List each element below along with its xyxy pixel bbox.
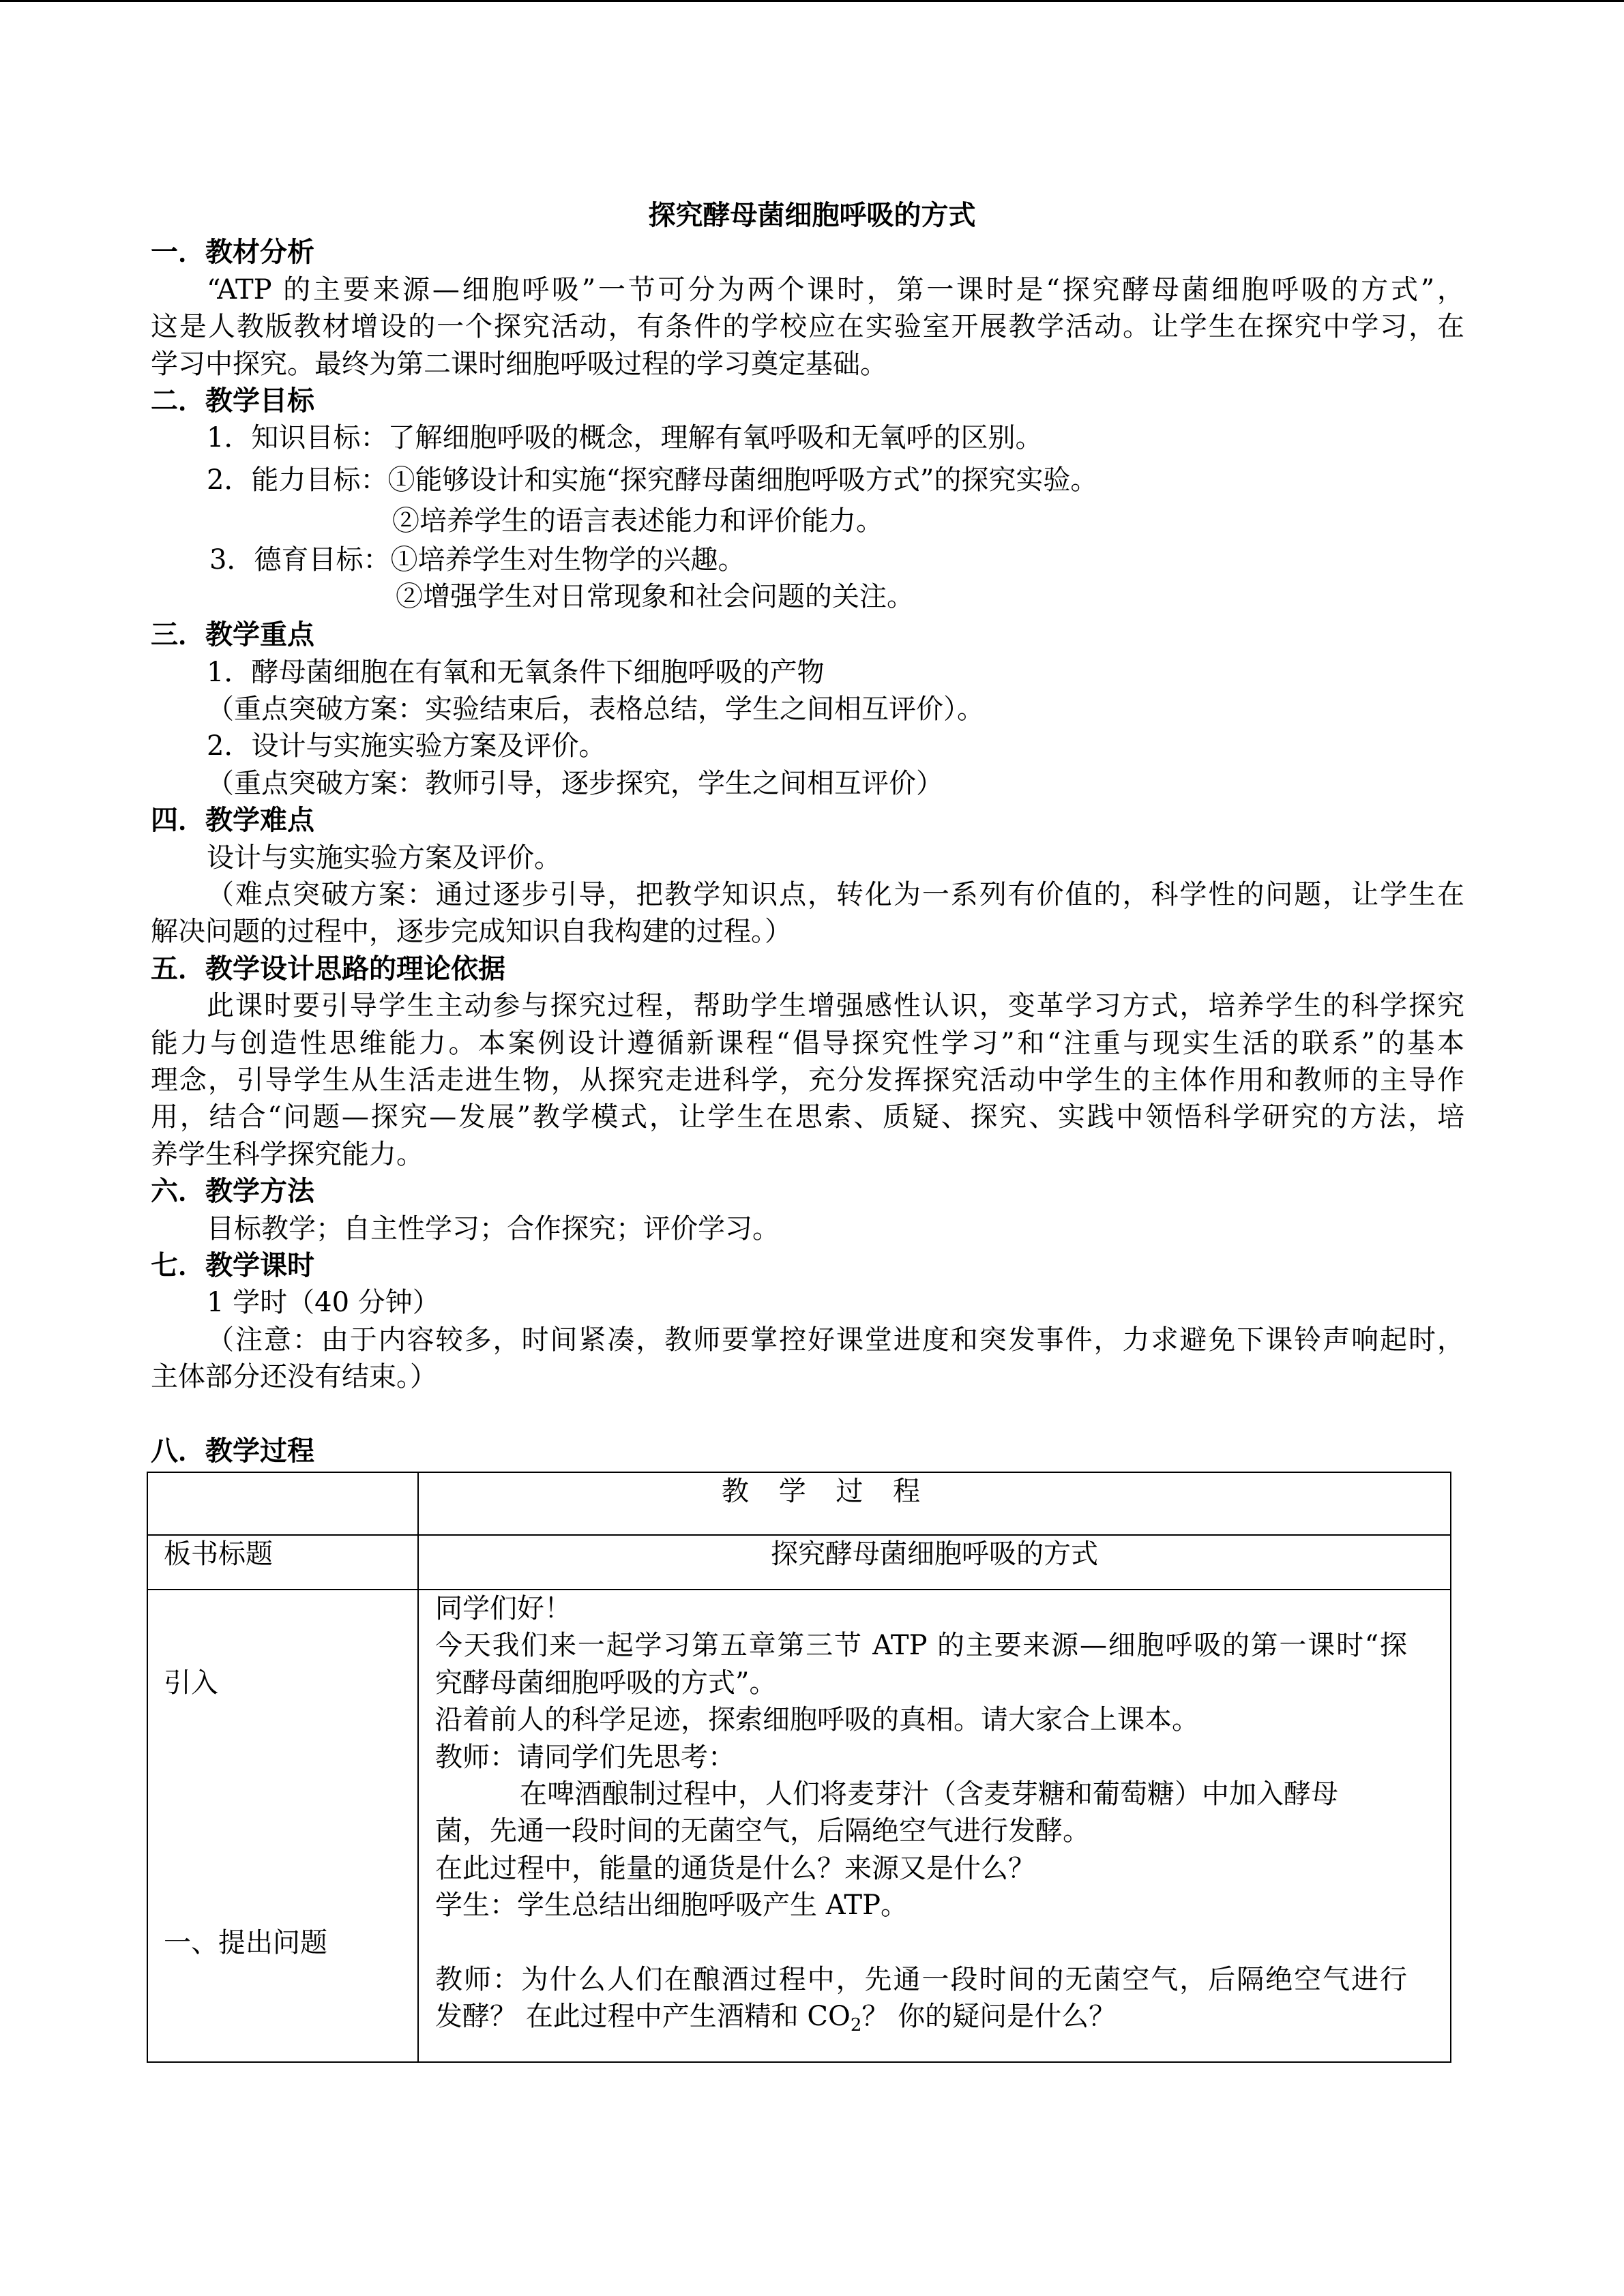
objective-line: 3．德育目标：①培养学生对生物学的兴趣。: [209, 543, 745, 576]
text-run: ？ 你的疑问是什么？: [861, 2001, 1117, 2033]
table-cell-empty: [148, 1473, 419, 1536]
document-body: [151, 197, 1464, 1470]
paragraph-line: 设计与实施实验方案及评价。: [207, 841, 561, 874]
board-title-value: 探究酵母菌细胞呼吸的方式: [419, 1536, 1451, 1590]
board-title-label: 板书标题: [148, 1536, 419, 1590]
content-line: 菌，先通一段时间的无菌空气，后隔绝空气进行发酵。: [435, 1815, 1090, 1847]
section-heading: 二．教学目标: [151, 385, 314, 417]
section-heading: 五．教学设计思路的理论依据: [151, 953, 505, 985]
section-heading: 六．教学方法: [151, 1176, 314, 1208]
paragraph-line: （重点突破方案：实验结束后，表格总结，学生之间相互评价）。: [207, 694, 984, 726]
section-heading: 四．教学难点: [151, 805, 314, 837]
subscript: 2: [850, 2015, 862, 2036]
content-line: 学生：学生总结出细胞呼吸产生 ATP。: [435, 1890, 909, 1922]
objective-line: 2．能力目标：①能够设计和实施“探究酵母菌细胞呼吸方式”的探究实验。: [207, 464, 1098, 496]
content-line: 今天我们来一起学习第五章第三节 ATP 的主要来源—细胞呼吸的第一课时“探: [435, 1630, 1407, 1662]
section-heading: 一．教材分析: [151, 237, 314, 269]
section-heading: 八．教学过程: [151, 1435, 314, 1467]
paragraph-line: 2．设计与实施实验方案及评价。: [207, 730, 606, 762]
process-content-cell: [419, 1590, 1451, 2063]
document-title: 探究酵母菌细胞呼吸的方式: [648, 200, 976, 231]
blank-line: [435, 1924, 1407, 1961]
paragraph-line: 用，结合“问题—探究—发展”教学模式，让学生在思索、质疑、探究、实践中领悟科学研究的方法，培: [151, 1101, 1464, 1133]
paragraph-line: 理念，引导学生从生活走进生物，从探究走进科学，充分发挥探究活动中学生的主体作用和教师的主导作: [151, 1064, 1464, 1096]
paragraph-line: 目标教学；自主性学习；合作探究；评价学习。: [207, 1212, 780, 1244]
stage-label-question: 一、提出问题: [164, 1926, 327, 1958]
paragraph-line: （重点突破方案：教师引导，逐步探究，学生之间相互评价）: [207, 767, 943, 799]
teaching-process-table: [147, 1472, 1451, 2063]
section-heading: 三．教学重点: [151, 619, 314, 651]
paragraph-line: 1 学时（40 分钟）: [207, 1287, 440, 1319]
objective-subline: ②培养学生的语言表述能力和评价能力。: [392, 505, 883, 537]
objective-line: 1．知识目标：了解细胞呼吸的概念，理解有氧呼吸和无氧呼的区别。: [207, 422, 1043, 454]
paragraph-line: 解决问题的过程中，逐步完成知识自我构建的过程。）: [151, 916, 792, 948]
content-line: 究酵母菌细胞呼吸的方式”。: [435, 1667, 777, 1699]
content-line: 教师：为什么人们在酿酒过程中，先通一段时间的无菌空气，后隔绝空气进行: [435, 1963, 1407, 1995]
section-heading: 七．教学课时: [151, 1249, 314, 1281]
content-line-with-subscript: [435, 1998, 1407, 2035]
paragraph-line: （注意：由于内容较多，时间紧凑，教师要掌控好课堂进度和突发事件，力求避免下课铃声响起时，: [207, 1324, 1464, 1356]
stage-label-intro: 引入: [164, 1667, 218, 1699]
table-header-label: 教 学 过 程: [419, 1473, 1451, 1536]
content-line: 在此过程中，能量的通货是什么？来源又是什么？: [435, 1852, 1035, 1884]
paragraph-line: 主体部分还没有结束。）: [151, 1361, 437, 1393]
text-run: 发酵？ 在此过程中产生酒精和 CO: [435, 2001, 851, 2033]
paragraph-line: 1．酵母菌细胞在有氧和无氧条件下细胞呼吸的产物: [207, 656, 825, 688]
content-line: 同学们好！: [435, 1593, 572, 1624]
paragraph-line: 这是人教版教材增设的一个探究活动，有条件的学校应在实验室开展教学活动。让学生在探究中学习，在: [151, 311, 1464, 343]
content-line: 沿着前人的科学足迹，探索细胞呼吸的真相。请大家合上课本。: [435, 1704, 1199, 1736]
blank-line: [151, 1396, 1464, 1433]
paragraph-line: 学习中探究。最终为第二课时细胞呼吸过程的学习奠定基础。: [151, 348, 887, 380]
content-line: 在啤酒酿制过程中，人们将麦芽汁（含麦芽糖和葡萄糖）中加入酵母: [520, 1778, 1338, 1810]
stage-column-cell: [148, 1590, 419, 2063]
paragraph-line: “ATP 的主要来源—细胞呼吸”一节可分为两个课时，第一课时是“探究酵母菌细胞呼吸的方式”，: [207, 273, 1464, 305]
content-line: 教师：请同学们先思考：: [435, 1741, 735, 1773]
paragraph-line: 能力与创造性思维能力。本案例设计遵循新课程“倡导探究性学习”和“注重与现实生活的联系”的基本: [151, 1027, 1464, 1059]
objective-subline: ②增强学生对日常现象和社会问题的关注。: [396, 580, 914, 612]
paragraph-line: 此课时要引导学生主动参与探究过程，帮助学生增强感性认识，变革学习方式，培养学生的科学探究: [207, 990, 1464, 1022]
paragraph-line: （难点突破方案：通过逐步引导，把教学知识点，转化为一系列有价值的，科学性的问题，让学生在: [207, 879, 1464, 911]
page-top-rule: [0, 0, 1624, 2]
paragraph-line: 养学生科学探究能力。: [151, 1138, 424, 1170]
